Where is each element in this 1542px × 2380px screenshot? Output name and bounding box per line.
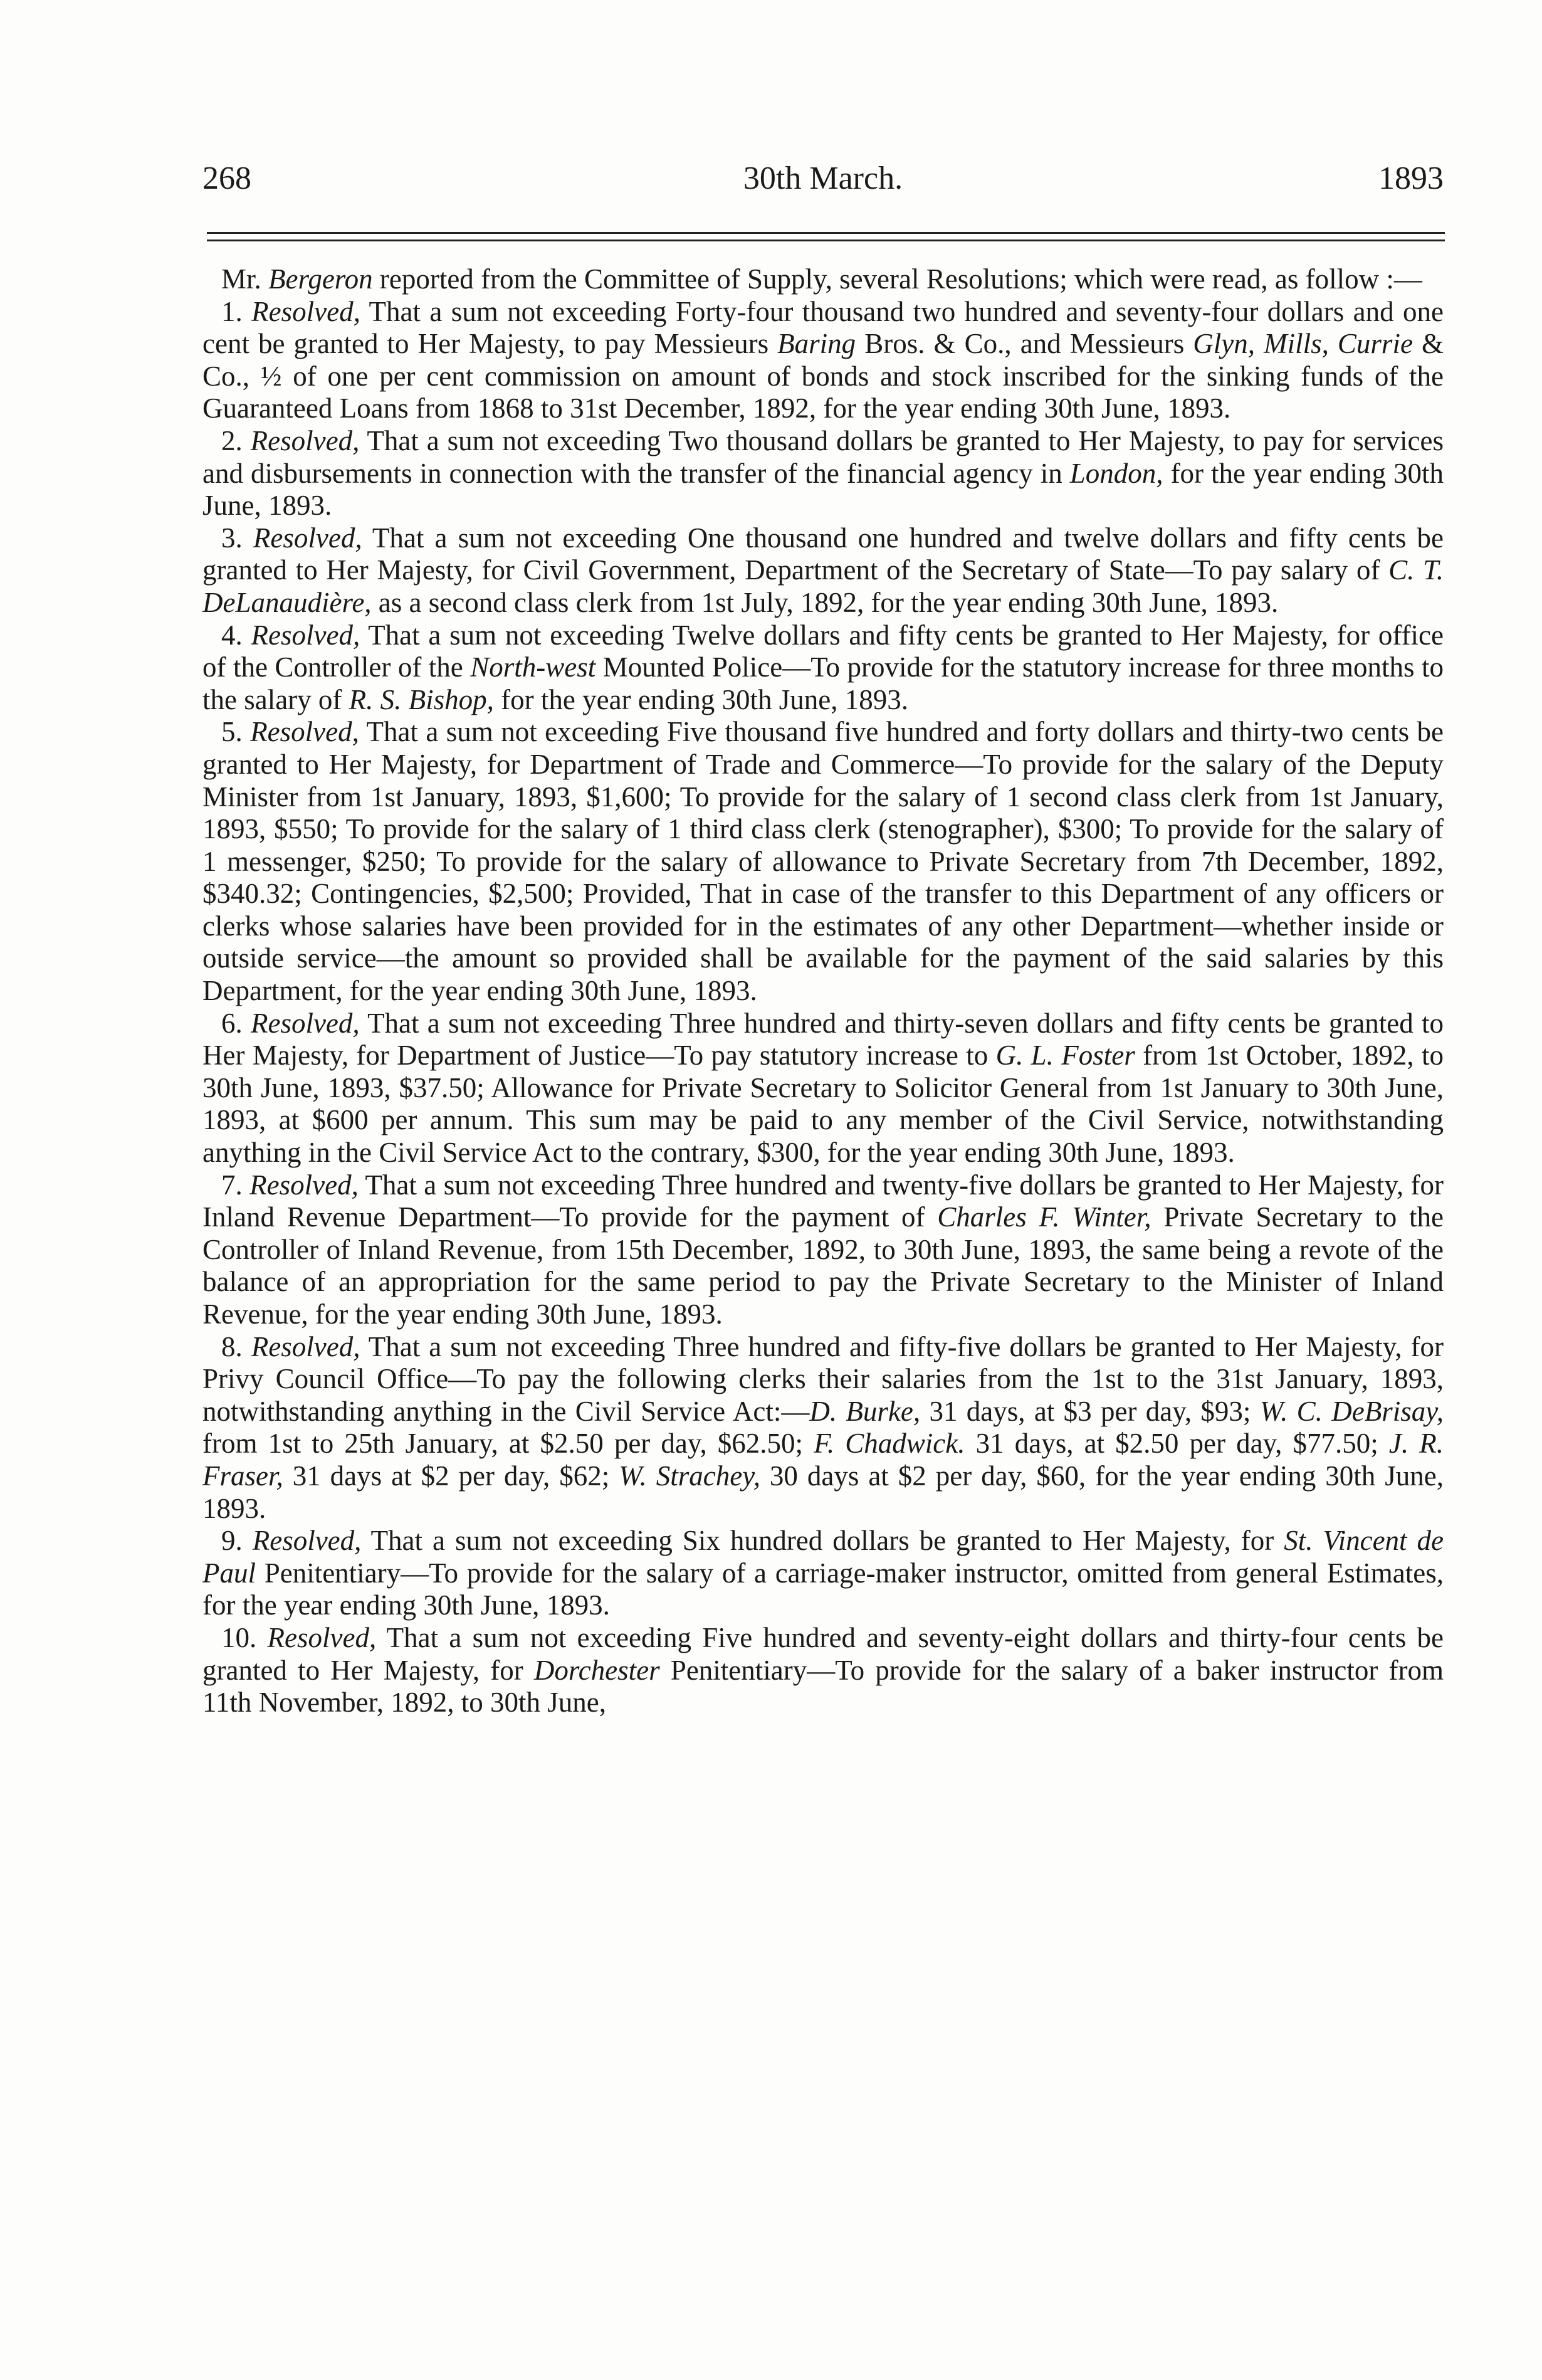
header-rule-bottom (207, 240, 1445, 241)
resolution-text: 6. (221, 1007, 251, 1039)
intro-prefix: Mr. (221, 263, 269, 295)
resolution-paragraph (202, 619, 1444, 717)
resolution-text: for the year ending 30th June, 1893. (202, 457, 1444, 522)
resolution-text: 3. (221, 522, 253, 554)
intro-text: reported from the Committee of Supply, several Resolutions; which were read, as follow :— (372, 263, 1422, 295)
resolution-text: 5. (221, 716, 251, 748)
intro-paragraph (202, 263, 1444, 296)
resolution-text: 30 days at $2 per day, $60, for the year ending 30th June, 1893. (202, 1460, 1444, 1524)
resolution-text: Penitentiary—To provide for the salary of a carriage-maker instructor, omitted from general Estimates, for the year ending 30th June, 1893. (202, 1557, 1444, 1621)
italic-text: W. C. DeBrisay, (1259, 1395, 1444, 1427)
italic-text: D. Burke, (809, 1395, 921, 1427)
italic-text: Glyn, Mills, Currie (1193, 328, 1413, 360)
resolution-text: 10. (221, 1621, 268, 1653)
resolution-text: as a second class clerk from 1st July, 1892, for the year ending 30th June, 1893. (371, 586, 1279, 618)
resolution-paragraph (202, 1008, 1444, 1169)
resolution-text: 9. (221, 1525, 253, 1557)
resolution-paragraph (202, 716, 1444, 1007)
resolution-text: 31 days, at $2.50 per day, $77.50; (965, 1428, 1389, 1460)
italic-text: Resolved, (249, 1169, 359, 1201)
resolution-text: & Co., ½ of one per cent commission on amount of bonds and stock inscribed for the sinking funds of the Guaranteed Loans from 1868 to 31st December, 1892, for the year ending 30th June, 1893. (202, 328, 1444, 424)
italic-text: R. S. Bishop, (349, 683, 494, 715)
italic-text: St. Vincent de Paul (202, 1525, 1444, 1589)
document-body (202, 263, 1444, 1719)
resolution-text: Private Secretary to the Controller of Inland Revenue, from 15th December, 1892, to 30th June, 1893, the same being a revote of the balance of an appropriation for the same period to pay the Private Secretary to the Minister of Inland Revenue, for the year ending 30th June, 1893. (202, 1201, 1444, 1330)
resolution-text: 31 days, at $3 per day, $93; (920, 1395, 1260, 1427)
resolution-text: for the year ending 30th June, 1893. (493, 683, 909, 715)
italic-text: Resolved, (250, 424, 360, 456)
resolution-text: That a sum not exceeding One thousand one hundred and twelve dollars and fifty cents be granted to Her Majesty, for Civil Government, Department of the Secretary of State—To pay salary of (202, 522, 1444, 586)
resolution-paragraph (202, 1622, 1444, 1719)
resolution-paragraph (202, 296, 1444, 425)
resolution-text: from 1st to 25th January, at $2.50 per day, $62.50; (202, 1428, 814, 1460)
italic-text: Resolved, (251, 295, 360, 327)
resolution-paragraph (202, 425, 1444, 522)
header-rule-top (207, 232, 1445, 234)
resolution-text: 1. (221, 295, 252, 327)
resolution-paragraph (202, 1525, 1444, 1622)
resolution-text: from 1st October, 1892, to 30th June, 1893, $37.50; Allowance for Private Secretary to Solicitor General from 1st January to 30th June, 1893, at $600 per annum. This sum may be paid to any member of the Civil Service, notwithstanding anything in the Civil Service Act to the contrary, $300, for the year ending 30th June, 1893. (202, 1040, 1444, 1169)
italic-text: W. Strachey, (619, 1460, 760, 1492)
resolution-paragraph (202, 1331, 1444, 1525)
italic-text: North-west (470, 651, 596, 683)
resolution-text: 31 days at $2 per day, $62; (283, 1460, 619, 1492)
resolutions-list (202, 296, 1444, 1719)
italic-text: Resolved, (251, 619, 360, 651)
italic-text: J. R. Fraser, (202, 1428, 1444, 1492)
resolution-text: That a sum not exceeding Twelve dollars and fifty cents be granted to Her Majesty, for office of the Controller of the (202, 619, 1444, 683)
italic-text: Resolved, (251, 1330, 360, 1362)
italic-text: G. L. Foster (995, 1040, 1135, 1072)
page-header (202, 150, 1444, 207)
resolution-text: That a sum not exceeding Three hundred and thirty-seven dollars and fifty cents be granted to Her Majesty, for Department of Justice—To pay statutory increase to (202, 1007, 1444, 1072)
resolution-text: 4. (221, 619, 251, 651)
italic-text: Resolved, (252, 1525, 362, 1557)
page-date-heading: 30th March. (743, 161, 903, 196)
resolution-text: That a sum not exceeding Forty-four thousand two hundred and seventy-four dollars and one cent be granted to Her Majesty, to pay Messieurs (202, 295, 1444, 360)
page-year: 1893 (1378, 161, 1444, 196)
italic-text: Charles F. Winter, (937, 1201, 1151, 1233)
resolution-text: That a sum not exceeding Two thousand dollars be granted to Her Majesty, to pay for services and disbursements in connection with the transfer of the financial agency in (202, 424, 1444, 489)
resolution-text: That a sum not exceeding Three hundred and fifty-five dollars be granted to Her Majesty, for Privy Council Office—To pay the following clerks their salaries from the 1st to the 31st January, 1893, notwithstanding anything in the Civil Service Act:— (202, 1330, 1444, 1427)
italic-text: Resolved, (267, 1621, 377, 1653)
resolution-text: That a sum not exceeding Five hundred and seventy-eight dollars and thirty-four cents be granted to Her Majesty, for (202, 1621, 1444, 1686)
italic-text: C. T. DeLanaudière, (202, 554, 1444, 618)
italic-text: Resolved, (253, 522, 362, 554)
resolution-text: Penitentiary—To provide for the salary of a baker instructor from 11th November, 1892, to 30th June, (202, 1654, 1444, 1719)
resolution-text: That a sum not exceeding Three hundred and twenty-five dollars be granted to Her Majesty, for Inland Revenue Department—To provide for the payment of (202, 1169, 1444, 1233)
resolution-text: That a sum not exceeding Five thousand five hundred and forty dollars and thirty-two cents be granted to Her Majesty, for Department of Trade and Commerce—To provide for the salary of the Deputy Minister from 1st January, 1893, $1,600; To provide for the salary of 1 second class clerk from 1st January, 1893, $550; To provide for the salary of 1 third class clerk (stenographer), $300; To provide for the salary of 1 messenger, $250; To provide for the salary of allowance to Private Secretary from 7th December, 1892, $340.32; Contingencies, $2,500; Provided, That in case of the transfer to this Department of any officers or clerks whose salaries have been provided for in the estimates of any other Department—whether inside or outside service—the amount so provided shall be available for the payment of the said salaries by this Department, for the year ending 30th June, 1893. (202, 716, 1444, 1007)
italic-text: Resolved, (250, 716, 359, 748)
italic-text: Dorchester (533, 1654, 660, 1686)
resolution-text: Mounted Police—To provide for the statutory increase for three months to the salary of (202, 651, 1444, 715)
page-number: 268 (202, 161, 251, 196)
resolution-text: Bros. & Co., and Messieurs (856, 328, 1193, 360)
italic-text: Resolved, (250, 1007, 360, 1039)
resolution-text: That a sum not exceeding Six hundred dollars be granted to Her Majesty, for (361, 1525, 1284, 1557)
resolution-paragraph (202, 522, 1444, 619)
resolution-text: 7. (221, 1169, 250, 1201)
resolution-text: 2. (221, 424, 251, 456)
resolution-paragraph (202, 1169, 1444, 1331)
resolution-text: 8. (221, 1330, 251, 1362)
italic-text: London, (1069, 457, 1163, 489)
italic-text: Baring (777, 328, 856, 360)
intro-member-name: Bergeron (268, 263, 373, 295)
italic-text: F. Chadwick. (814, 1428, 965, 1460)
